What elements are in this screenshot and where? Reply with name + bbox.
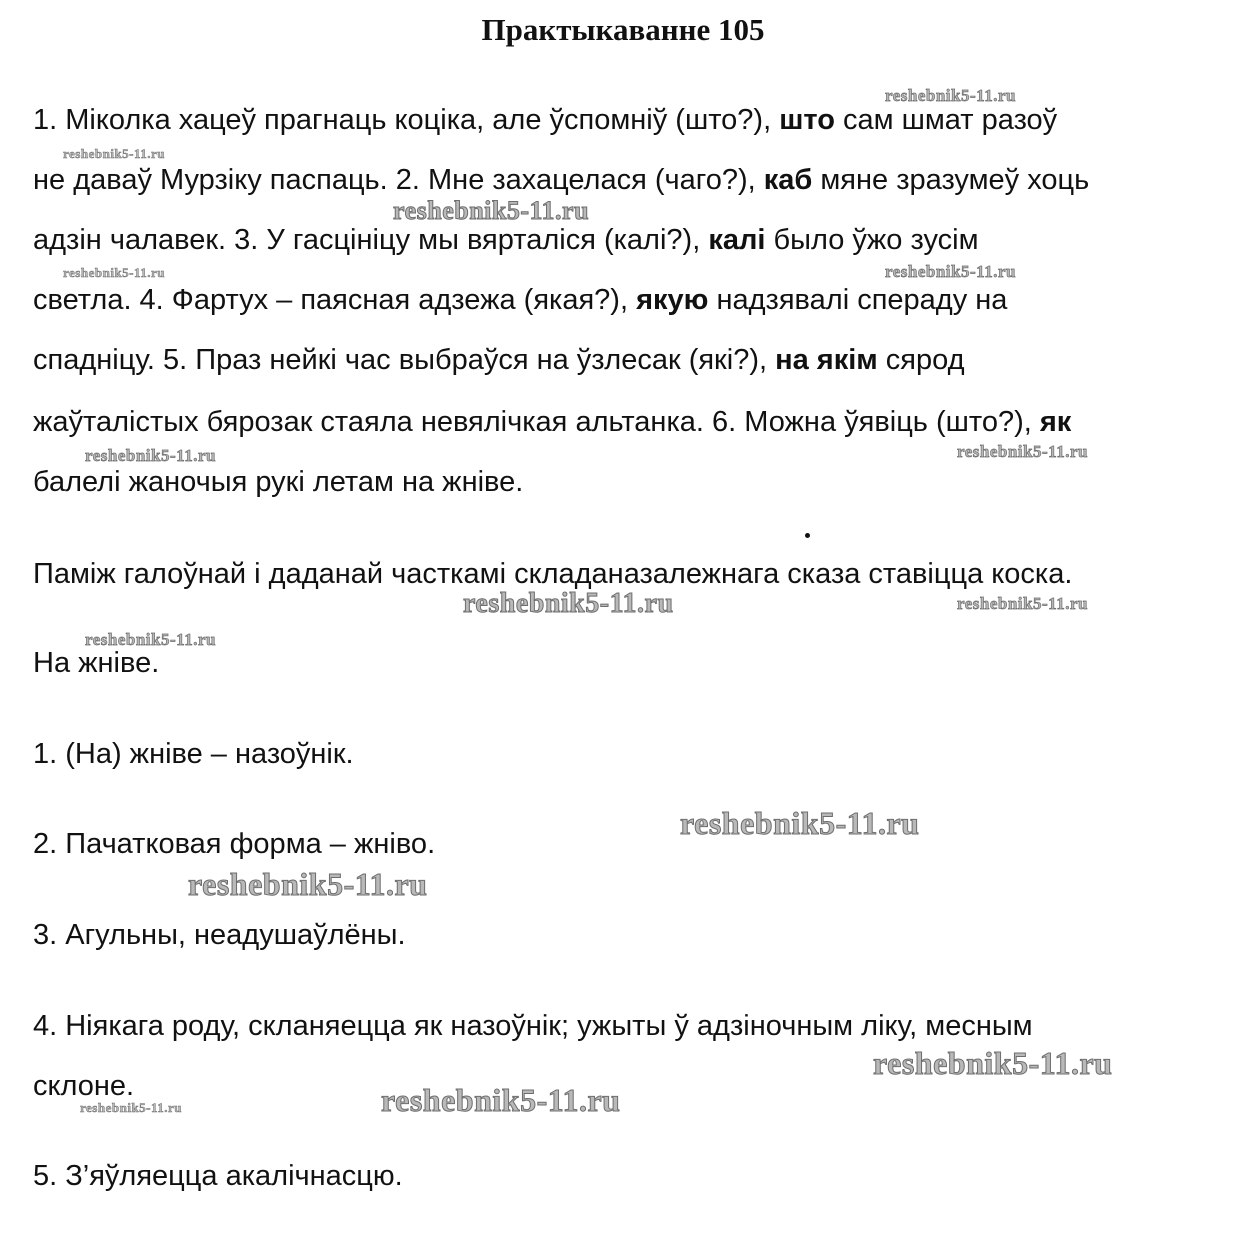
analysis-heading: На жніве. <box>33 647 160 679</box>
paragraph-line-6: жаўталістых бярозак стаяла невялічкая альтанка. 6. Можна ўявіць (што?), як <box>33 406 1072 438</box>
analysis-item-4: 4. Ніякага роду, скланяецца як назоўнік; ужыты ў адзіночным ліку, месным <box>33 1010 1033 1042</box>
analysis-item-2: 2. Пачатковая форма – жніво. <box>33 828 436 860</box>
watermark: reshebnik5-11.ru <box>80 1100 183 1115</box>
paragraph-line-4: светла. 4. Фартух – паясная адзежа (якая?), якую надзявалі спераду на <box>33 284 1008 316</box>
watermark: reshebnik5-11.ru <box>957 594 1088 613</box>
paragraph-line-3: адзін чалавек. 3. У гасцініцу мы вярталіся (калі?), калі было ўжо зусім <box>33 224 979 256</box>
watermark: reshebnik5-11.ru <box>885 262 1016 281</box>
analysis-item-5: 5. З’яўляецца акалічнасцю. <box>33 1160 403 1192</box>
analysis-item-1: 1. (На) жніве – назоўнік. <box>33 738 354 770</box>
watermark: reshebnik5-11.ru <box>393 196 590 225</box>
watermark: reshebnik5-11.ru <box>188 866 428 902</box>
watermark: reshebnik5-11.ru <box>381 1082 621 1118</box>
watermark: reshebnik5-11.ru <box>957 442 1088 461</box>
watermark: reshebnik5-11.ru <box>680 805 920 841</box>
paragraph-line-7: балелі жаночыя рукі летам на жніве. <box>33 466 524 498</box>
punctuation-note: Паміж галоўнай і даданай часткамі складаназалежнага сказа ставіцца коска. <box>33 558 1073 590</box>
watermark: reshebnik5-11.ru <box>885 86 1016 105</box>
watermark: reshebnik5-11.ru <box>63 265 166 280</box>
paragraph-line-2: не даваў Мурзіку паспаць. 2. Мне захацелася (чаго?), каб мяне зразумеў хоць <box>33 164 1090 196</box>
watermark: reshebnik5-11.ru <box>63 146 166 161</box>
watermark: reshebnik5-11.ru <box>85 446 216 465</box>
watermark: reshebnik5-11.ru <box>85 630 216 649</box>
paragraph-line-1: 1. Міколка хацеў прагнаць коціка, але ўспомніў (што?), што сам шмат разоў <box>33 104 1058 136</box>
stray-dot <box>805 533 810 538</box>
paragraph-line-5: спадніцу. 5. Праз нейкі час выбраўся на ўзлесак (які?), на якім сярод <box>33 344 965 376</box>
watermark: reshebnik5-11.ru <box>463 588 674 619</box>
page-title: Практыкаванне 105 <box>481 12 765 47</box>
analysis-item-3: 3. Агульны, неадушаўлёны. <box>33 919 406 951</box>
analysis-item-4-continued: склоне. <box>33 1070 135 1102</box>
watermark: reshebnik5-11.ru <box>873 1045 1113 1081</box>
